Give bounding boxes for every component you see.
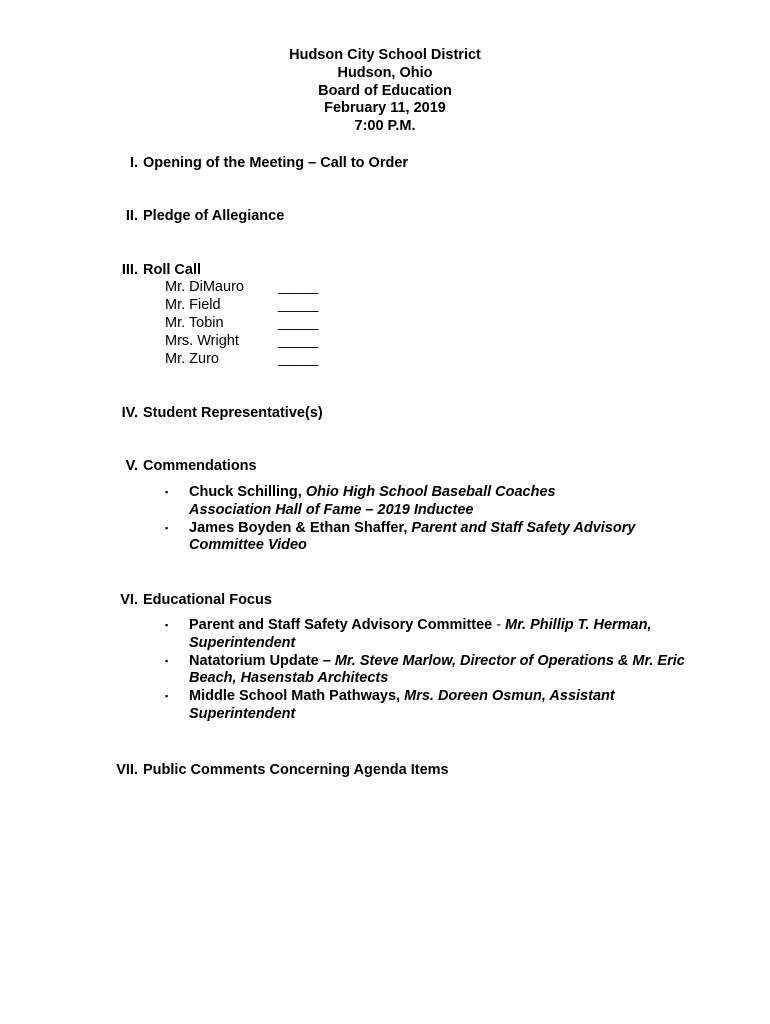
member-name: Mr. Tobin <box>165 314 224 331</box>
bullet-icon: ▪ <box>165 620 169 630</box>
attendance-blank: _____ <box>278 296 319 313</box>
section-number: IV. <box>121 405 138 421</box>
presenter: Mr. Phillip T. Herman, Superintendent <box>189 617 652 651</box>
section-title: Commendations <box>143 458 257 474</box>
topic: Parent and Staff Safety Advisory Committee <box>189 617 493 633</box>
section-title: Educational Focus <box>143 592 272 608</box>
section-number: VII. <box>116 762 138 778</box>
member-name: Mrs. Wright <box>165 332 239 349</box>
agenda-header <box>0 47 770 136</box>
list-item <box>165 617 717 653</box>
attendance-blank: _____ <box>278 279 319 295</box>
separator: - <box>492 617 506 633</box>
bullet-icon: ▪ <box>165 691 169 702</box>
list-item <box>165 688 717 724</box>
meeting-date: February 11, 2019 <box>324 100 446 117</box>
roll-call-row <box>165 333 465 351</box>
list-item <box>165 484 585 520</box>
section-title: Roll Call <box>143 262 202 278</box>
section-title: Opening of the Meeting – Call to Order <box>143 155 409 171</box>
presenter: Mrs. Doreen Osmun, Assistant Superintendent <box>189 688 615 722</box>
list-item <box>165 653 717 689</box>
member-name: Mr. Field <box>165 296 221 313</box>
roll-call-list <box>165 279 465 368</box>
section-number: I. <box>129 155 138 171</box>
member-name: Mr. DiMauro <box>165 279 244 295</box>
meeting-time: 7:00 P.M. <box>354 118 416 135</box>
district-name: Hudson City School District <box>289 47 481 63</box>
honoree-name: James Boyden & Ethan Shaffer, <box>189 519 408 536</box>
topic: Natatorium Update – <box>189 652 331 669</box>
section-number: III. <box>121 262 138 278</box>
topic: Middle School Math Pathways, <box>189 688 401 705</box>
attendance-blank: _____ <box>278 314 319 331</box>
attendance-blank: _____ <box>278 350 319 367</box>
section-number: V. <box>125 458 138 474</box>
bullet-icon: ▪ <box>165 522 169 533</box>
honor-description: Parent and Staff Safety Advisory Committee Video <box>189 519 636 554</box>
board-name: Board of Education <box>318 82 452 99</box>
bullet-icon: ▪ <box>165 487 169 497</box>
member-name: Mr. Zuro <box>165 350 219 367</box>
attendance-blank: _____ <box>278 332 319 349</box>
roll-call-row <box>165 297 465 315</box>
honoree-name: Chuck Schilling, <box>189 484 302 500</box>
section-number: II. <box>125 208 138 224</box>
section-title: Pledge of Allegiance <box>143 208 285 224</box>
section-title: Public Comments Concerning Agenda Items <box>143 762 449 778</box>
presenter: Mr. Steve Marlow, Director of Operations & Mr. Eric Beach, Hasenstab Architects <box>189 652 685 687</box>
roll-call-row <box>165 315 465 333</box>
list-item <box>165 520 669 556</box>
section-number: VI. <box>120 592 138 608</box>
commendations-list <box>165 484 636 555</box>
district-location: Hudson, Ohio <box>337 64 433 81</box>
educational-focus-list <box>165 617 717 724</box>
honor-description: Ohio High School Baseball Coaches Association Hall of Fame – 2019 Inductee <box>189 484 556 518</box>
roll-call-row <box>165 351 465 369</box>
bullet-icon: ▪ <box>165 655 169 666</box>
section-title: Student Representative(s) <box>143 405 323 421</box>
roll-call-row <box>165 279 465 297</box>
